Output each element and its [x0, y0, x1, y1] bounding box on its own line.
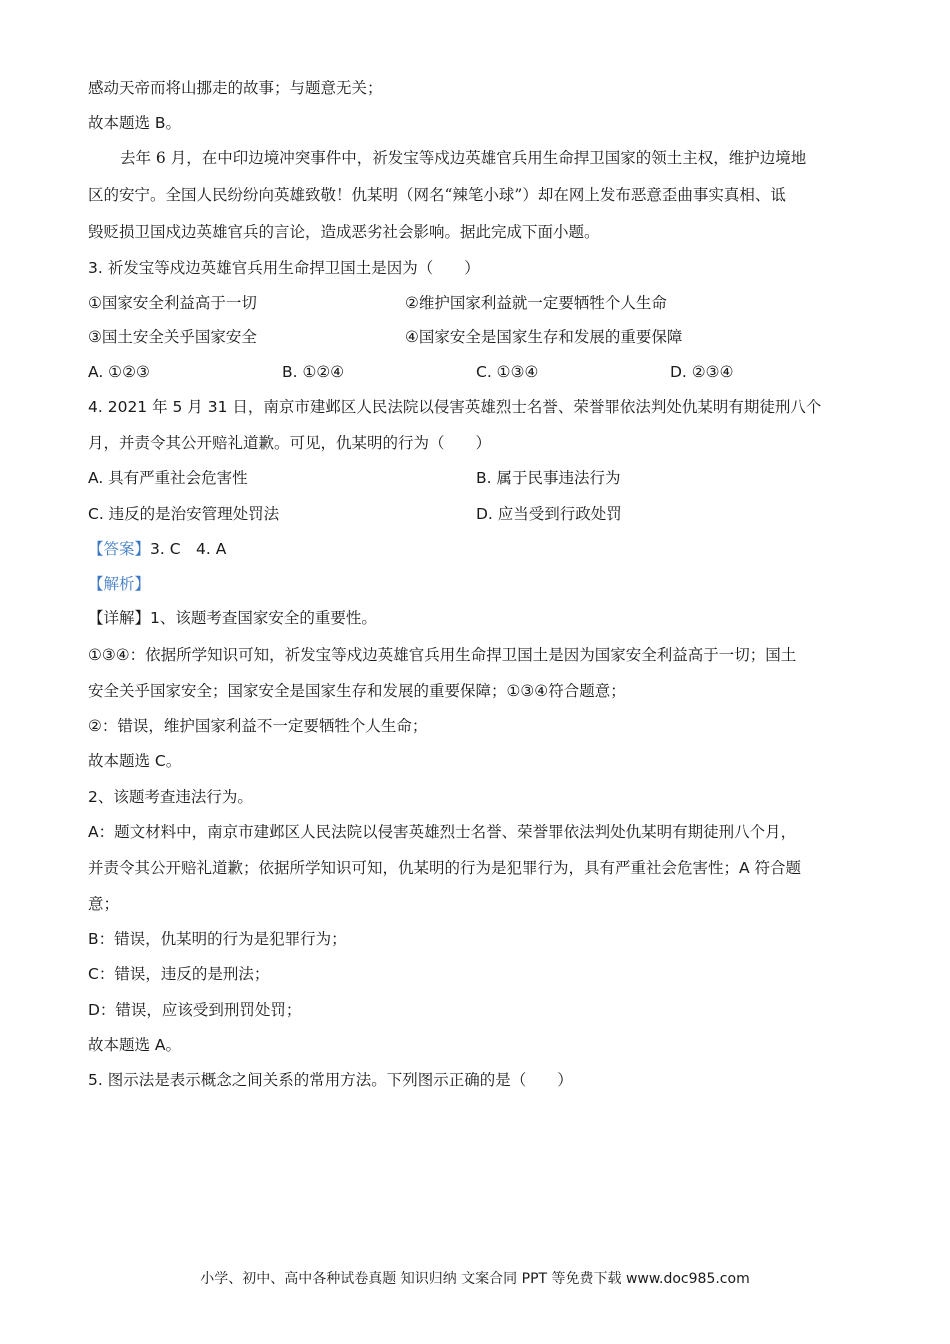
- answer-text: 3. C 4. A: [150, 540, 227, 558]
- question-4-stem: 4. 2021 年 5 月 31 日，南京市建邺区人民法院以侵害英雄烈士名誉、荣誉罪依法判处仇某明有期徒刑八个: [88, 398, 822, 416]
- question-5-stem: 5. 图示法是表示概念之间关系的常用方法。下列图示正确的是（ ）: [88, 1071, 573, 1089]
- passage-line: 毁贬损卫国戍边英雄官兵的言论，造成恶劣社会影响。据此完成下面小题。: [88, 223, 600, 241]
- q3-statement-1: ①国家安全利益高于一切: [88, 294, 257, 312]
- passage-line: 去年 6 月，在中印边境冲突事件中，祈发宝等戍边英雄官兵用生命捍卫国家的领土主权，维护边境地: [120, 149, 807, 167]
- q3-option-a: A. ①②③: [88, 363, 150, 381]
- page-footer: 小学、初中、高中各种试卷真题 知识归纳 文案合同 PPT 等免费下载 www.doc985.com: [200, 1271, 750, 1287]
- text-line: 感动天帝而将山挪走的故事；与题意无关；: [88, 79, 383, 97]
- q4-option-c: C. 违反的是治安管理处罚法: [88, 505, 280, 523]
- q4-option-a: A. 具有严重社会危害性: [88, 469, 248, 487]
- analysis-line: B：错误，仇某明的行为是犯罪行为；: [88, 930, 347, 948]
- q3-statement-4: ④国家安全是国家生存和发展的重要保障: [405, 328, 683, 346]
- q3-statement-3: ③国土安全关乎国家安全: [88, 328, 257, 346]
- text-line: 故本题选 B。: [88, 114, 182, 132]
- q4-option-d: D. 应当受到行政处罚: [476, 505, 622, 523]
- passage-line: 区的安宁。全国人民纷纷向英雄致敬！仇某明（网名“辣笔小球”）却在网上发布恶意歪曲事实真相、诋: [88, 186, 786, 204]
- analysis-tag: 【解析】: [88, 575, 151, 593]
- analysis-line: 故本题选 A。: [88, 1036, 182, 1054]
- analysis-line: ①③④：依据所学知识可知，祈发宝等戍边英雄官兵用生命捍卫国土是因为国家安全利益高于一切；国土: [88, 646, 797, 664]
- question-3-stem: 3. 祈发宝等戍边英雄官兵用生命捍卫国土是因为（ ）: [88, 259, 480, 277]
- analysis-line: 意；: [88, 895, 120, 913]
- q3-option-d: D. ②③④: [670, 363, 734, 381]
- q4-option-b: B. 属于民事违法行为: [476, 469, 621, 487]
- q3-option-b: B. ①②④: [282, 363, 345, 381]
- analysis-line: A：题文材料中，南京市建邺区人民法院以侵害英雄烈士名誉、荣誉罪依法判处仇某明有期徒刑八个月，: [88, 823, 797, 841]
- analysis-line: 2、该题考查违法行为。: [88, 788, 253, 806]
- analysis-line: 安全关乎国家安全；国家安全是国家生存和发展的重要保障；①③④符合题意；: [88, 682, 626, 700]
- question-4-stem: 月，并责令其公开赔礼道歉。可见，仇某明的行为（ ）: [88, 434, 492, 452]
- answer-tag: 【答案】: [88, 540, 151, 558]
- analysis-line: 并责令其公开赔礼道歉；依据所学知识可知，仇某明的行为是犯罪行为，具有严重社会危害性；A 符合题: [88, 859, 802, 877]
- answer-line: [88, 539, 226, 559]
- analysis-line: 故本题选 C。: [88, 752, 182, 770]
- q3-statement-2: ②维护国家利益就一定要牺牲个人生命: [405, 294, 667, 312]
- analysis-line: ②：错误，维护国家利益不一定要牺牲个人生命；: [88, 717, 428, 735]
- analysis-line: 【详解】1、该题考查国家安全的重要性。: [88, 609, 377, 627]
- analysis-line: D：错误，应该受到刑罚处罚；: [88, 1001, 302, 1019]
- q3-option-c: C. ①③④: [476, 363, 539, 381]
- analysis-line: C：错误，违反的是刑法；: [88, 965, 270, 983]
